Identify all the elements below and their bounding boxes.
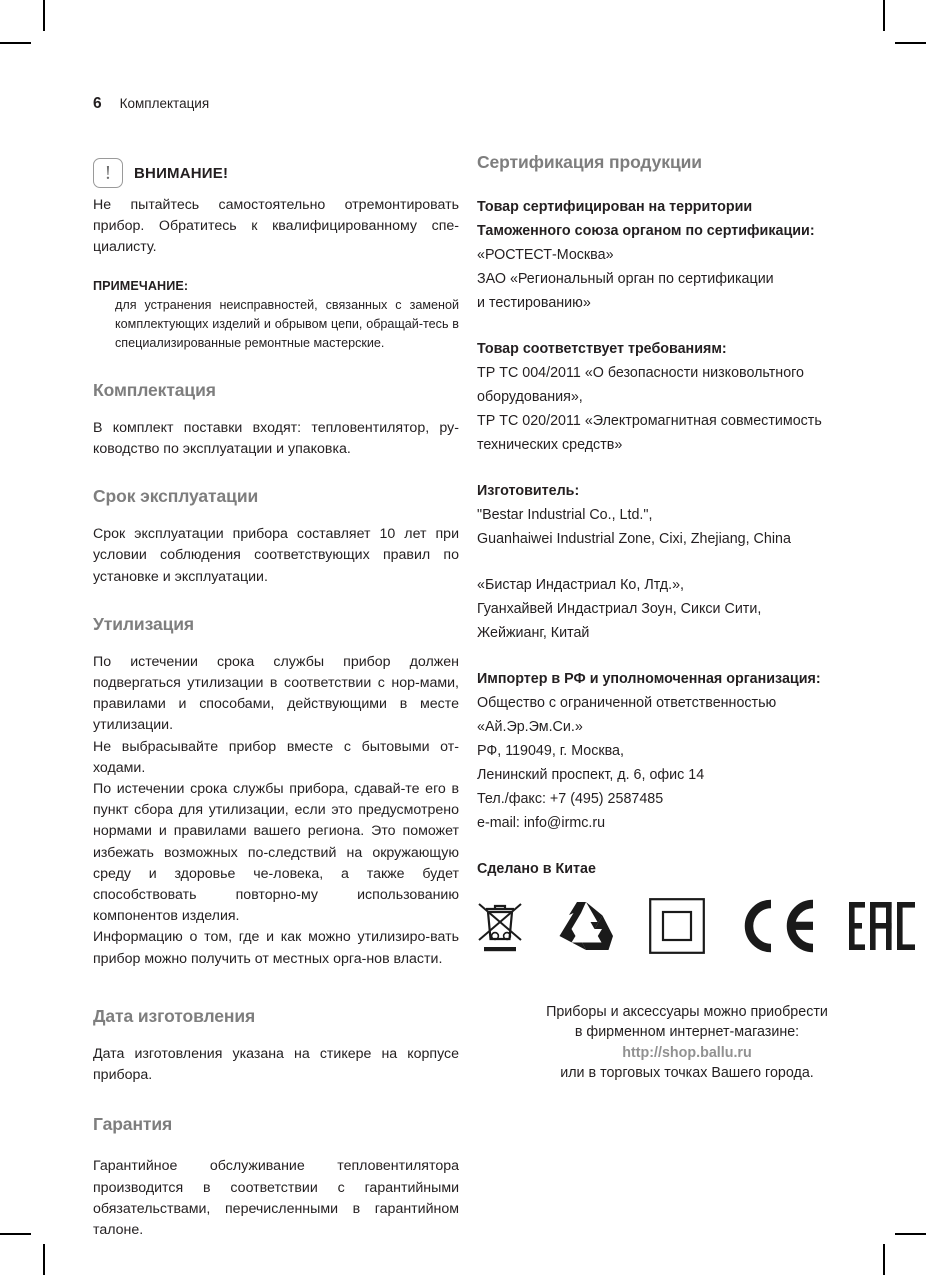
footer-line-2: в фирменном интернет-магазине: (574, 1023, 800, 1040)
attention-label: ВНИМАНИЕ! (134, 164, 229, 182)
attention-text: Не пытайтесь самостоятельно отремонтировать прибор. Обратитесь к квалифицированному спе-циалисту. (93, 197, 459, 256)
section-paragraph: Срок эксплуатации прибора составляет 10 лет при условии соблюдения соответствующих правил по установке и эксплуатации. (93, 526, 459, 585)
crop-mark-top-left-vertical (43, 0, 45, 31)
note-label: ПРИМЕЧАНИЕ: (93, 278, 189, 293)
section-paragraph: По истечении срока службы прибор должен подвергаться утилизации в соответствии с нор-мами, правилами и способами, действующими в месте утилизации. (93, 653, 459, 734)
importer-phone: Тел./факс: +7 (495) 2587485 (477, 791, 664, 807)
section-paragraph: Дата изготовления указана на стикере на корпусе прибора. (93, 1045, 459, 1084)
left-column (93, 158, 459, 1241)
certification-body-line-2: ЗАО «Региональный орган по сертификации (477, 271, 774, 287)
section-heading-utilizaciya: Утилизация (93, 613, 195, 634)
conformity-line-2: оборудования», (477, 389, 583, 405)
section-heading-data-izgotovleniya: Дата изготовления (93, 1005, 256, 1026)
shop-url[interactable]: http://shop.ballu.ru (622, 1044, 752, 1061)
importer-line-2: «Ай.Эр.Эм.Си.» (477, 719, 583, 735)
page-number: 6 (93, 95, 102, 112)
weee-crossed-bin-icon (477, 898, 523, 954)
manufacturer-line-5: Жейжианг, Китай (477, 625, 590, 641)
certification-body-line-3: и тестированию» (477, 295, 591, 311)
importer-label: Импортер в РФ и уполномоченная организация: (477, 671, 821, 687)
importer-email: e-mail: info@irmc.ru (477, 815, 606, 831)
section-paragraph: Не выбрасывайте прибор вместе с бытовыми от-ходами. (93, 738, 459, 776)
section-heading-komplektaciya: Комплектация (93, 379, 216, 400)
crop-mark-bottom-right-horizontal (895, 1233, 926, 1235)
manufacturer-line-3: «Бистар Индастриал Ко, Лтд.», (477, 577, 685, 593)
certification-symbols-row (477, 898, 837, 954)
attention-heading (93, 158, 459, 188)
attention-block (93, 158, 459, 259)
section-paragraph: По истечении срока службы прибора, сдавай-те его в пункт сбора для утилизации, если это предусмотрено нормами и правилами вашего региона. Это поможет избежать возможных по-следствий на окружающую среду и здоровье че-ловека, а также будет способствовать повторно-му использованию компонентов изделия. (93, 781, 459, 925)
conformity-label: Товар соответствует требованиям: (477, 341, 727, 357)
eac-marking-icon (849, 898, 915, 954)
conformity-line-3: ТР ТС 020/2011 «Электромагнитная совместимость (477, 413, 822, 429)
section-heading-garantiya: Гарантия (93, 1114, 173, 1135)
crop-mark-bottom-left-horizontal (0, 1233, 31, 1235)
section-heading-srok-ekspluatacii: Срок эксплуатации (93, 486, 259, 507)
note-text: для устранения неисправностей, связанных с заменой комплектующих изделий и обрывом цепи, обращай-тесь в специализированные ремонтные мастерские. (115, 297, 459, 351)
manufacturer-line-2: Guanhaiwei Industrial Zone, Cixi, Zhejiang, China (477, 531, 791, 547)
right-column (477, 152, 897, 881)
certification-label-line-2: Таможенного союза органом по сертификации: (477, 223, 815, 239)
footer-line-1: Приборы и аксессуары можно приобрести (546, 1004, 828, 1020)
manufacturer-line-4: Гуанхайвей Индастриал Зоун, Сикси Сити, (477, 601, 762, 617)
conformity-line-1: ТР ТС 004/2011 «О безопасности низковольтного (477, 365, 805, 381)
section-paragraph: В комплект поставки входят: тепловентилятор, ру-ководство по эксплуатации и упаковка. (93, 419, 459, 458)
section-heading-sertifikaciya: Сертификация продукции (477, 152, 702, 172)
certification-label-line-1: Товар сертифицирован на территории (477, 199, 753, 215)
crop-mark-top-right-horizontal (895, 42, 926, 44)
chapter-title: Комплектация (119, 96, 210, 111)
conformity-line-4: технических средств» (477, 437, 623, 453)
manufacturer-label: Изготовитель: (477, 483, 580, 499)
certification-body-line-1: «РОСТЕСТ-Москва» (477, 247, 614, 263)
footer-line-3: или в торговых точках Вашего города. (560, 1064, 814, 1081)
section-paragraph: Информацию о том, где и как можно утилизиро-вать прибор можно получить от местных орга-нов власти. (93, 929, 459, 967)
manufacturer-line-1: "Bestar Industrial Co., Ltd.", (477, 507, 653, 523)
note-block (93, 279, 459, 354)
crop-mark-top-left-horizontal (0, 42, 31, 44)
importer-line-3: РФ, 119049, г. Москва, (477, 743, 624, 759)
made-in-label: Сделано в Китае (477, 861, 596, 877)
exclamation-glyph: ! (104, 162, 112, 184)
running-head (93, 95, 209, 113)
recycling-mobius-loop-icon (557, 900, 615, 952)
warning-exclamation-icon (93, 158, 123, 188)
shop-footer (477, 1003, 897, 1083)
section-paragraph: Гарантийное обслуживание тепловентилятора производится в соответствии с гарантийными обязательствами, перечисленными в гарантийном талоне. (93, 1158, 459, 1238)
crop-mark-top-right-vertical (883, 0, 885, 31)
class-ii-double-insulation-icon (649, 898, 705, 954)
importer-line-4: Ленинский проспект, д. 6, офис 14 (477, 767, 705, 783)
ce-marking-icon (739, 898, 815, 954)
crop-mark-bottom-right-vertical (883, 1244, 885, 1275)
crop-mark-bottom-left-vertical (43, 1244, 45, 1275)
importer-line-1: Общество с ограниченной ответственностью (477, 695, 777, 711)
